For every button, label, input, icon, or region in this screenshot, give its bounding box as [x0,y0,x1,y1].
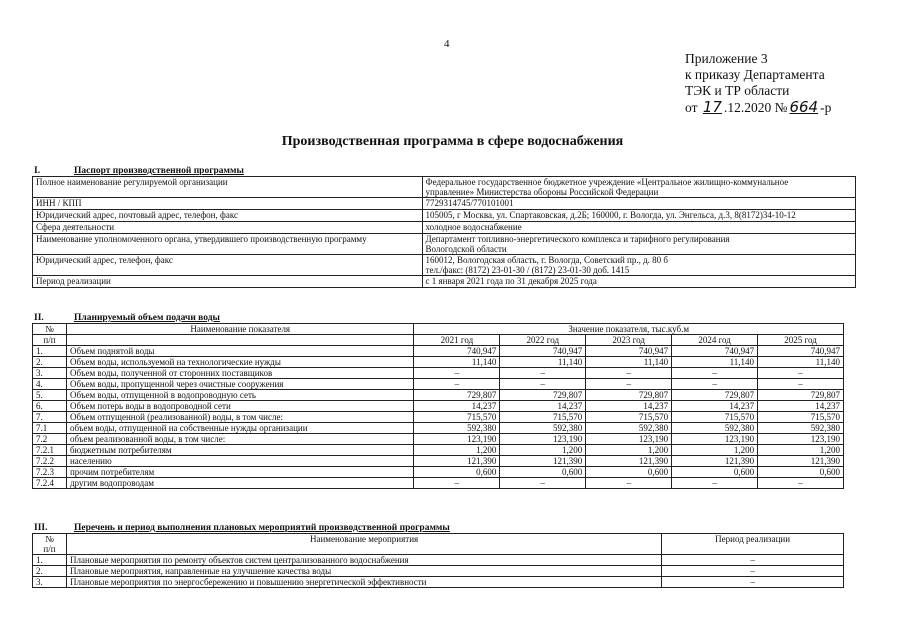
page-number: 4 [444,38,450,50]
date-prefix: от [685,100,698,115]
row-name: Объем воды, отпущенной в водопроводную сеть [66,390,413,401]
col-name-header: Наименование показателя [66,324,413,335]
volume-row [33,368,844,379]
value-cell: 592,380 [672,423,758,434]
value-cell: – [586,379,672,390]
row-number: 4. [33,379,67,390]
value-cell: – [414,379,500,390]
appendix-date-line [685,99,831,116]
passport-label: Юридический адрес, телефон, факс [33,255,423,276]
col-name-header-2 [66,335,413,346]
value-cell: – [758,379,844,390]
measure-row [33,555,844,566]
value-cell: 740,947 [672,346,758,357]
value-cell: 14,237 [586,401,672,412]
year-header: 2024 год [672,335,758,346]
passport-value [422,234,855,255]
measure-period: – [662,555,844,566]
row-number: 3. [33,368,67,379]
value-cell: 592,380 [414,423,500,434]
value-cell: – [500,379,586,390]
value-cell: 729,807 [414,390,500,401]
number-suffix: -р [820,100,832,115]
value-cell: 740,947 [758,346,844,357]
value-cell: 121,390 [414,456,500,467]
value-cell: 740,947 [414,346,500,357]
col-values-header: Значение показателя, тыс.куб.м [414,324,844,335]
volume-row [33,412,844,423]
value-cell: 123,190 [414,434,500,445]
passport-table [32,176,856,288]
value-cell: 740,947 [586,346,672,357]
value-cell: 121,390 [500,456,586,467]
measures-col-period-header: Период реализации [662,534,844,555]
row-name: прочим потребителям [66,467,413,478]
value-cell: 1,200 [758,445,844,456]
value-cell: 123,190 [586,434,672,445]
measure-row [33,577,844,588]
volume-row [33,456,844,467]
row-name: Объем поднятой воды [66,346,413,357]
value-cell: – [672,478,758,489]
appendix-header [685,51,831,116]
passport-label: Наименование уполномоченного органа, утвердившего производственную программу [33,234,423,255]
value-cell: – [758,368,844,379]
row-number: 1. [33,346,67,357]
passport-value-line-1: 160012, Вологодская область, г. Вологда, Советский пр., д. 80 б [425,255,668,265]
value-cell: 729,807 [672,390,758,401]
measures-col-no-label-2: п/п [43,544,56,554]
passport-value [422,255,855,276]
passport-value-line-1: Департамент топливно-энергетического комплекса и тарифного регулирования [425,234,730,244]
value-cell: 1,200 [672,445,758,456]
value-cell: – [414,368,500,379]
value-cell: 14,237 [500,401,586,412]
passport-row [33,210,856,222]
row-name: Объем воды, используемой на технологические нужды [66,357,413,368]
volume-row [33,357,844,368]
value-cell: 592,380 [586,423,672,434]
value-cell: – [672,368,758,379]
section-1-heading [34,166,244,176]
section-2-number: II. [34,313,44,323]
measure-name: Плановые мероприятия по ремонту объектов систем централизованного водоснабжения [66,555,661,566]
value-cell: 729,807 [500,390,586,401]
passport-row [33,255,856,276]
passport-label: ИНН / КПП [33,198,423,210]
value-cell: 1,200 [414,445,500,456]
value-cell: 715,570 [672,412,758,423]
document-title: Производственная программа в сфере водоснабжения [281,134,624,149]
section-3-heading [34,523,450,533]
passport-value [422,177,855,198]
value-cell: 123,190 [758,434,844,445]
measure-number: 1. [33,555,67,566]
row-name: Объем отпущенной (реализованной) воды, в том числе: [66,412,413,423]
volume-row [33,445,844,456]
value-cell: – [414,478,500,489]
value-cell: 121,390 [586,456,672,467]
passport-row [33,222,856,234]
passport-row [33,276,856,288]
col-no-header-2: п/п [33,335,67,346]
section-2-title: Планируемый объем подачи воды [74,313,220,323]
row-number: 7.2.1 [33,445,67,456]
volume-row [33,401,844,412]
row-number: 7.2.4 [33,478,67,489]
passport-value [422,198,855,210]
passport-value-line-1: 7729314745/770101001 [425,198,514,208]
year-header: 2023 год [586,335,672,346]
handwritten-day: 17 [702,98,722,116]
passport-value [422,210,855,222]
date-mid: .12.2020 № [723,100,788,115]
section-1-number: I. [34,166,41,176]
value-cell: 1,200 [500,445,586,456]
passport-value-line-2: Вологодской области [425,244,507,254]
value-cell: 11,140 [672,357,758,368]
value-cell: – [672,379,758,390]
value-cell: 592,380 [500,423,586,434]
measure-name: Плановые мероприятия по энергосбережению и повышению энергетической эффективности [66,577,661,588]
value-cell: 11,140 [500,357,586,368]
value-cell: 121,390 [758,456,844,467]
row-name: бюджетным потребителям [66,445,413,456]
row-number: 7.2 [33,434,67,445]
row-number: 2. [33,357,67,368]
value-cell: 14,237 [414,401,500,412]
value-cell: – [758,478,844,489]
row-name: другим водопроводам [66,478,413,489]
value-cell: 715,570 [758,412,844,423]
passport-value-line-1: холодное водоснабжение [425,222,522,232]
value-cell: 11,140 [586,357,672,368]
passport-value-line-2: управление» Министерства обороны Российской Федерации [425,187,659,197]
appendix-line-2: к приказу Департамента [685,67,825,82]
volume-row [33,346,844,357]
value-cell: – [586,368,672,379]
volume-row [33,390,844,401]
value-cell: 11,140 [414,357,500,368]
col-no-label: № [45,324,54,334]
value-cell: 0,600 [672,467,758,478]
value-cell: 121,390 [672,456,758,467]
passport-value-line-1: с 1 января 2021 года по 31 декабря 2025 года [425,276,597,286]
passport-value-line-1: Федеральное государственное бюджетное учреждение «Центральное жилищно-коммунальное [425,177,789,187]
passport-value [422,276,855,288]
volume-row [33,423,844,434]
measure-number: 3. [33,577,67,588]
value-cell: 729,807 [586,390,672,401]
measures-col-no-header [33,534,67,555]
measures-col-no-label: № [45,534,54,544]
volume-row [33,379,844,390]
value-cell: 592,380 [758,423,844,434]
passport-row [33,198,856,210]
value-cell: 729,807 [758,390,844,401]
measure-period: – [662,577,844,588]
value-cell: 0,600 [586,467,672,478]
year-header: 2022 год [500,335,586,346]
row-number: 7.1 [33,423,67,434]
handwritten-number: 664 [789,98,819,116]
value-cell: – [586,478,672,489]
section-3-title: Перечень и период выполнения плановых мероприятий производственной программы [74,523,450,533]
measure-name: Плановые мероприятия, направленные на улучшение качества воды [66,566,661,577]
value-cell: 715,570 [586,412,672,423]
measure-period: – [662,566,844,577]
row-name: населению [66,456,413,467]
water-volume-table [32,323,844,489]
value-cell: 1,200 [586,445,672,456]
row-name: Объем потерь воды в водопроводной сети [66,401,413,412]
col-no-header [33,324,67,335]
row-name: Объем воды, полученной от сторонних поставщиков [66,368,413,379]
section-2-heading [34,313,220,323]
value-cell: 715,570 [414,412,500,423]
section-1-title: Паспорт производственной программы [74,166,244,176]
row-name: объем реализованной воды, в том числе: [66,434,413,445]
value-cell: 123,190 [500,434,586,445]
passport-label: Полное наименование регулируемой организации [33,177,423,198]
measure-row [33,566,844,577]
measures-col-name-header: Наименование мероприятия [66,534,661,555]
value-cell: – [500,368,586,379]
row-name: Объем воды, пропущенной через очистные сооружения [66,379,413,390]
passport-row [33,177,856,198]
measure-number: 2. [33,566,67,577]
passport-label: Период реализации [33,276,423,288]
value-cell: 14,237 [672,401,758,412]
section-3-number: III. [34,523,48,533]
volume-row [33,434,844,445]
passport-value-line-2: тел./факс: (8172) 23-01-30 / (8172) 23-01-30 доб. 1415 [425,265,630,275]
value-cell: 0,600 [758,467,844,478]
value-cell: 0,600 [414,467,500,478]
passport-label: Сфера деятельности [33,222,423,234]
row-number: 5. [33,390,67,401]
volume-row [33,467,844,478]
year-header: 2025 год [758,335,844,346]
value-cell: 14,237 [758,401,844,412]
row-name: объем воды, отпущенной на собственные нужды организации [66,423,413,434]
value-cell: 715,570 [500,412,586,423]
row-number: 6. [33,401,67,412]
value-cell: 11,140 [758,357,844,368]
row-number: 7.2.3 [33,467,67,478]
passport-value-line-1: 105005, г Москва, ул. Спартаковская, д.2Б; 160000, г. Вологда, ул. Энгельса, д.3, 8(8172)34-10-12 [425,210,796,220]
appendix-line-1: Приложение 3 [685,51,768,66]
passport-row [33,234,856,255]
row-number: 7.2.2 [33,456,67,467]
appendix-line-3: ТЭК и ТР области [685,83,790,98]
year-header: 2021 год [414,335,500,346]
value-cell: 740,947 [500,346,586,357]
value-cell: 0,600 [500,467,586,478]
passport-value [422,222,855,234]
measures-table [32,533,844,588]
value-cell: – [500,478,586,489]
value-cell: 123,190 [672,434,758,445]
passport-label: Юридический адрес, почтовый адрес, телефон, факс [33,210,423,222]
volume-row [33,478,844,489]
row-number: 7. [33,412,67,423]
